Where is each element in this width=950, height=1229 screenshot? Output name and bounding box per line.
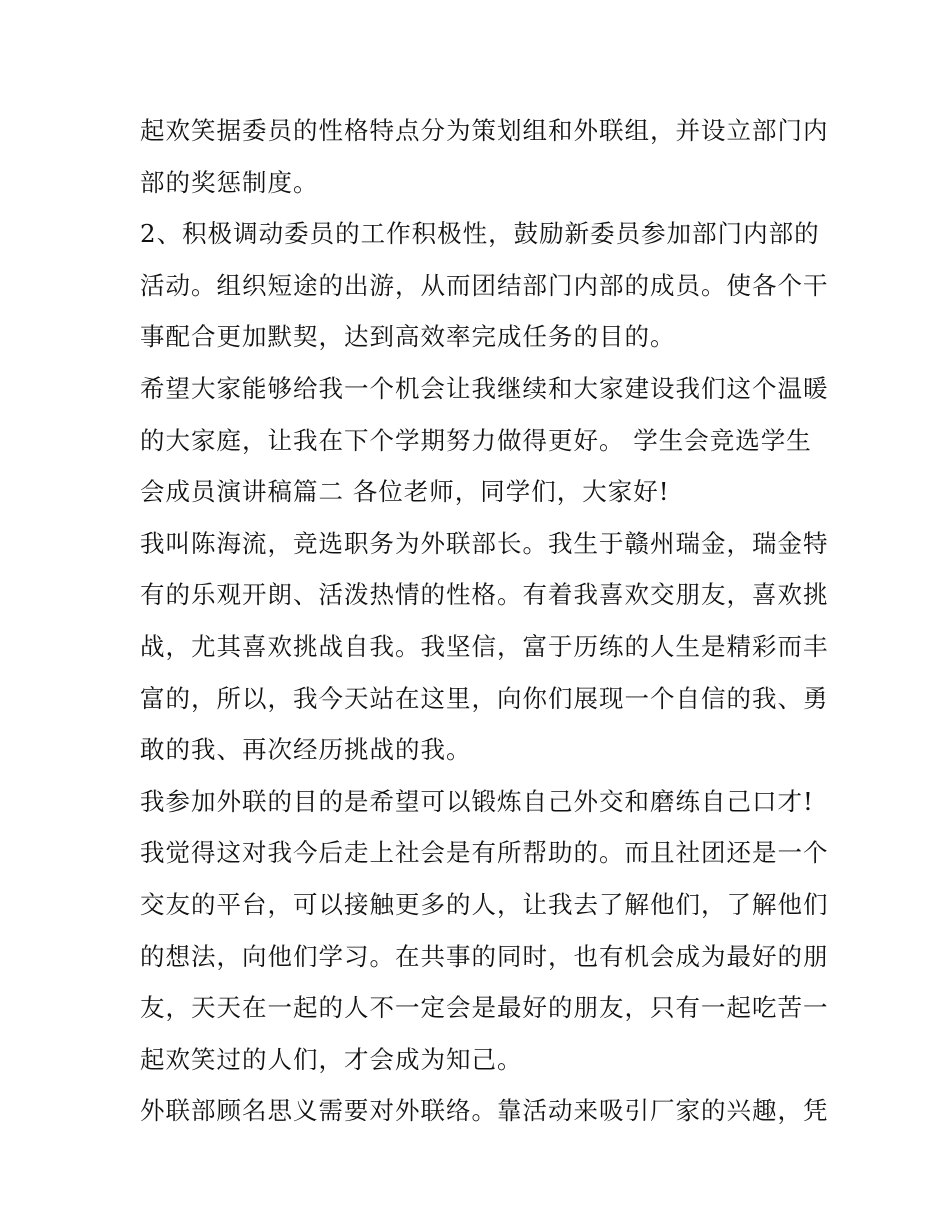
text-line: 我觉得这对我今后走上社会是有所帮助的。而且社团还是一个 <box>140 838 829 868</box>
text-line: 会成员演讲稿篇二 各位老师，同学们，大家好! <box>140 477 670 507</box>
text-line: 起欢笑据委员的性格特点分为策划组和外联组，并设立部门内 <box>140 116 829 145</box>
text-line: 战，尤其喜欢挑战自我。我坚信，富于历练的人生是精彩而丰 <box>140 631 829 661</box>
text-line: 活动。组织短途的出游，从而团结部门内部的成员。使各个干 <box>140 270 829 300</box>
text-line: 希望大家能够给我一个机会让我继续和大家建设我们这个温暖 <box>140 373 829 403</box>
text-line: 起欢笑过的人们，才会成为知己。 <box>140 1044 523 1074</box>
text-line: 敢的我、再次经历挑战的我。 <box>140 735 472 765</box>
text-line: 交友的平台，可以接触更多的人，让我去了解他们，了解他们 <box>140 889 829 919</box>
text-line: 友，天天在一起的人不一定会是最好的朋友，只有一起吃苦一 <box>140 993 829 1023</box>
text-line: 的大家庭，让我在下个学期努力做得更好。 学生会竞选学生 <box>140 425 812 455</box>
text-line: 的想法，向他们学习。在共事的同时，也有机会成为最好的朋 <box>140 941 829 971</box>
text-line: 事配合更加默契，达到高效率完成任务的目的。 <box>140 322 676 352</box>
text-line: 富的，所以，我今天站在这里，向你们展现一个自信的我、勇 <box>140 683 829 713</box>
text-line: 有的乐观开朗、活泼热情的性格。有着我喜欢交朋友，喜欢挑 <box>140 580 829 610</box>
text-line: 2、积极调动委员的工作积极性，鼓励新委员参加部门内部的 <box>140 219 820 249</box>
text-line: 外联部顾名思义需要对外联络。靠活动来吸引厂家的兴趣，凭 <box>140 1096 829 1126</box>
text-line: 部的奖惩制度。 <box>140 167 319 197</box>
text-line: 我叫陈海流，竞选职务为外联部长。我生于赣州瑞金，瑞金特 <box>140 528 829 558</box>
text-line: 我参加外联的目的是希望可以锻炼自己外交和磨练自己口才! <box>140 786 814 816</box>
body-text <box>140 105 829 1137</box>
